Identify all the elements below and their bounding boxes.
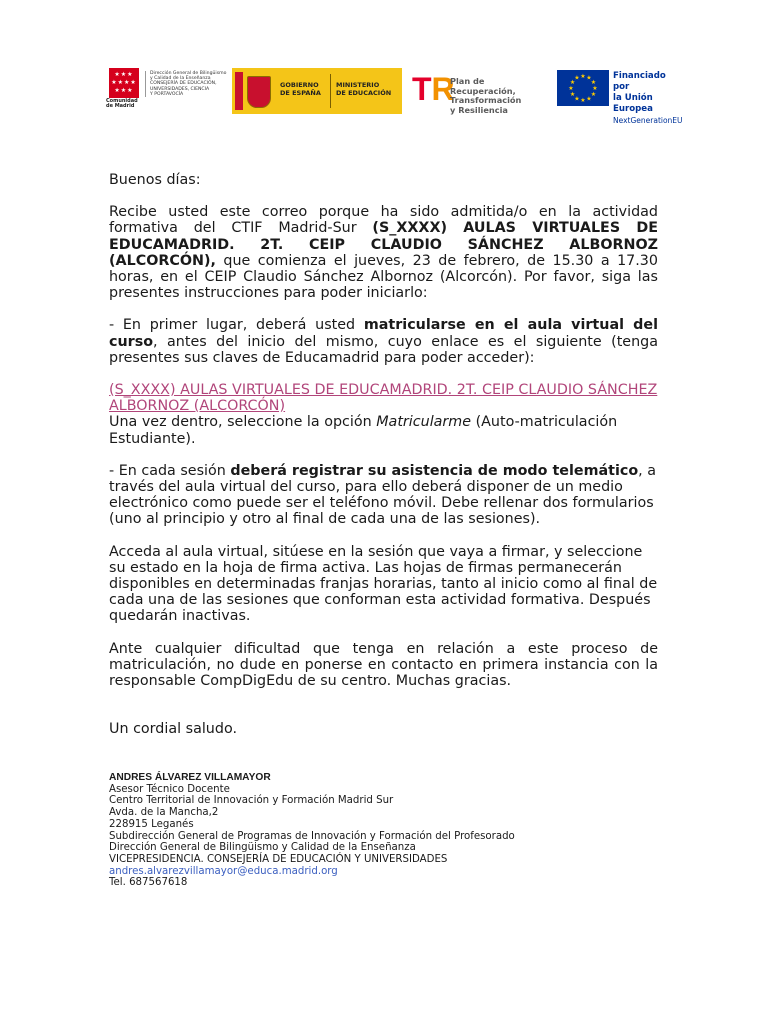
svg-text:★: ★ [580,97,586,104]
eu-funding-text: Financiado por la Unión Europea NextGenerationEU [613,71,683,125]
signature-subdirection: Subdirección General de Programas de Innovación y Formación del Profesorado [109,830,515,842]
svg-text:★: ★ [586,95,592,103]
signature-name: ANDRES ÁLVAREZ VILLAMAYOR [109,772,271,783]
spain-coat-of-arms-icon [245,74,273,110]
matricularme-option: Matricularme [376,414,472,431]
plan-recuperacion-text: Plan de Recuperación, Transformación y Resiliencia [450,76,522,115]
paragraph-enrol: - En primer lugar, deberá usted matricularse en el aula virtual del curso, antes del inicio del mismo, cuyo enlace es el siguiente (tenga presentes sus claves de Educamadrid para poder acceder): [109,317,658,366]
paragraph-matricularme: Una vez dentro, seleccione la opción Matricularme (Auto-matriculación Estudiante). [109,414,618,447]
svg-text:★: ★ [586,74,592,82]
comunidad-madrid-name: Comunidad de Madrid [106,98,138,109]
svg-text:★: ★ [574,95,580,103]
signature-center: Centro Territorial de Innovación y Formación Madrid Sur [109,795,394,807]
signature-address: Avda. de la Mancha,2 [109,807,219,819]
comunidad-madrid-flag-icon: ★★★ ★★★★ ★★★ [109,68,139,98]
svg-text:★: ★ [568,85,574,92]
course-title: (S_XXXX) AULAS VIRTUALES DE EDUCAMADRID. 2T. CEIP CLAUDIO SÁNCHEZ ALBORNOZ (ALCORCÓN), [109,220,658,269]
signature-role: Asesor Técnico Docente [109,783,230,795]
email-signature [109,772,515,889]
svg-text:★: ★ [592,85,598,92]
paragraph-admission: Recibe usted este correo porque ha sido admitida/o en la actividad formativa del CTIF Madrid-Sur (S_XXXX) AULAS VIRTUALES DE EDUCAMADRID. 2T. CEIP CLAUDIO SÁNCHEZ ALBORNOZ (ALCORCÓN), que comienza el jueves, 23 de febrero, de 15.30 a 17.30 horas, en el CEIP Claudio Sánchez Albornoz (Alcorcón). Por favor, siga las presentes instrucciones para poder iniciarlo: [109,204,658,302]
logo-banner [101,63,683,125]
enrol-emphasis: matricularse en el aula virtual del curso [109,317,658,350]
signature-email-link[interactable]: andres.alvarezvillamayor@educa.madrid.org [109,865,338,877]
paragraph-signature-sheets: Acceda al aula virtual, sitúese en la sesión que vaya a firmar, y seleccione su estado en la hoja de firma activa. Las hojas de firmas permanecerán disponibles en determinadas franjas horarias, tanto al inicio como al final de cada una de las sesiones que conforman esta actividad formativa. Después quedarán inactivas. [109,543,658,625]
course-link-paragraph [109,382,658,414]
svg-text:★: ★ [580,73,586,80]
gobierno-text: GOBIERNO DE ESPAÑA [280,81,321,97]
gobierno-espana-logo [232,68,402,114]
greeting: Buenos días: [109,172,201,188]
paragraph-attendance: - En cada sesión deberá registrar su asistencia de modo telemático, a través del aula virtual del curso, para ello deberá disponer de un medio electrónico como puede ser el teléfono móvil. Debe rellenar dos formularios (uno al principio y otro al final de cada una de las sesiones). [109,462,657,528]
svg-text:★: ★ [590,79,597,86]
attendance-emphasis: deberá registrar su asistencia de modo telemático [230,462,639,479]
paragraph-contact: Ante cualquier dificultad que tenga en relación a este proceso de matriculación, no dude en ponerse en contacto en primera instancia con la responsable CompDigEdu de su centro. Muchas gracias. [109,640,658,690]
plan-recuperacion-logo [410,69,550,113]
closing: Un cordial saludo. [109,721,237,738]
signature-phone: Tel. 687567618 [109,877,188,889]
svg-text:★: ★ [574,74,580,82]
email-body [109,172,658,737]
svg-text:★: ★ [569,79,576,86]
signature-city: 228915 Leganés [109,818,194,830]
course-link[interactable]: (S_XXXX) AULAS VIRTUALES DE EDUCAMADRID. 2T. CEIP CLAUDIO SÁNCHEZ ALBORNOZ (ALCORCÓN) [109,382,658,415]
spain-flag-stripe-icon [235,72,243,110]
signature-direction: Dirección General de Bilingüismo y Calidad de la Enseñanza [109,842,416,854]
ministerio-text: MINISTERIO DE EDUCACIÓN [336,81,392,97]
comunidad-madrid-department: Dirección General de Bilingüismo y Calidad de la Enseñanza CONSEJERÍA DE EDUCACIÓN, UNIVERSIDADES, CIENCIA Y PORTAVOCÍA [145,71,238,97]
eu-flag-icon [557,70,609,106]
logo-separator [330,74,331,108]
svg-text:★: ★ [569,91,576,98]
signature-vicepresidency: VICEPRESIDENCIA. CONSEJERÍA DE EDUCACIÓN Y UNIVERSIDADES [109,853,448,865]
prtr-symbol-icon: TR [412,71,455,107]
svg-text:★: ★ [590,91,597,98]
